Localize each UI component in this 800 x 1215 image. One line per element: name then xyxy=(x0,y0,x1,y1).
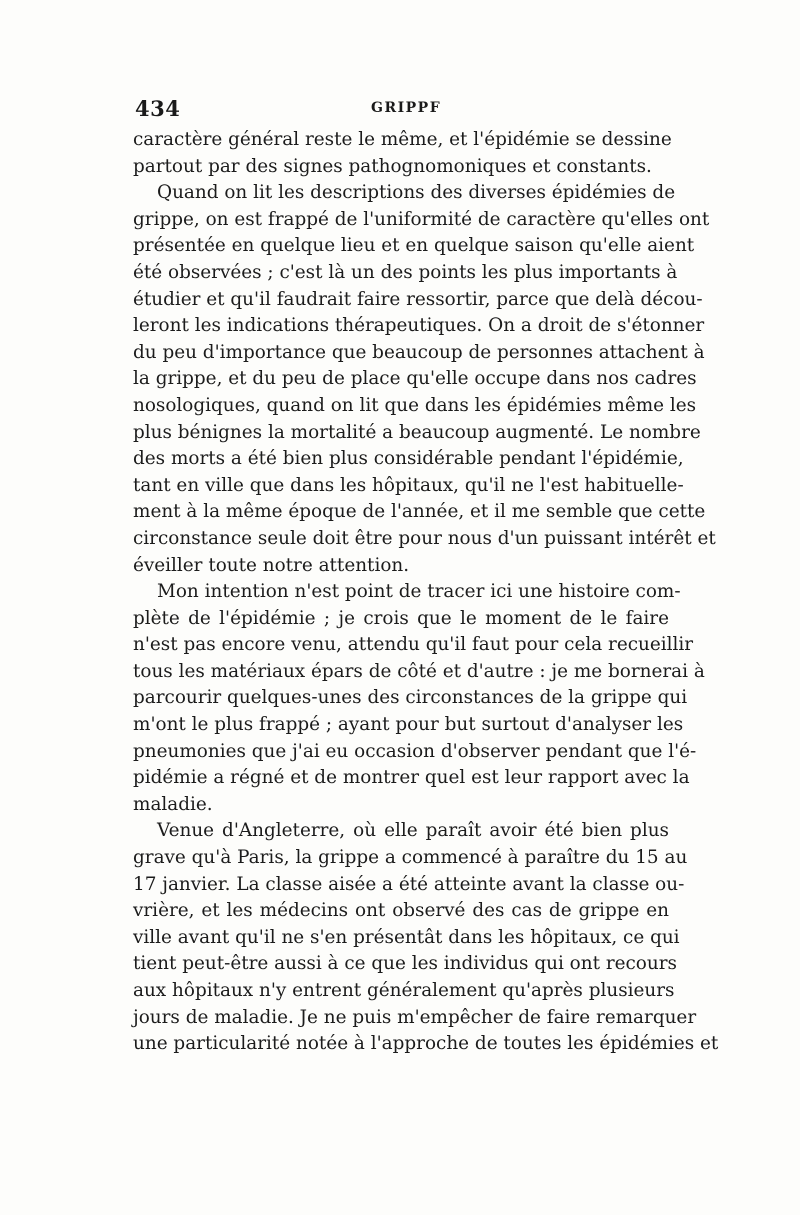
text-line: grave qu'à Paris, la grippe a commencé à paraître du 15 au xyxy=(133,847,688,869)
text-line: une particularité notée à l'approche de toutes les épidémies et xyxy=(133,1033,719,1055)
text-line: jours de maladie. Je ne puis m'empêcher de faire remarquer xyxy=(133,1006,697,1028)
text-line: partout par des signes pathognomoniques et constants. xyxy=(133,155,652,177)
page-number: 434 xyxy=(135,96,181,121)
text-line: vrière, et les médecins ont observé des cas de grippe en xyxy=(133,900,669,922)
text-line: circonstance seule doit être pour nous d'un puissant intérêt et xyxy=(133,527,716,549)
text-line: pidémie a régné et de montrer quel est leur rapport avec la xyxy=(133,767,690,789)
text-line: maladie. xyxy=(133,793,213,815)
text-line: aux hôpitaux n'y entrent généralement qu'après plusieurs xyxy=(133,980,675,1001)
paragraph-start-line: Quand on lit les descriptions des diverses épidémies de xyxy=(157,182,676,204)
text-line: m'ont le plus frappé ; ayant pour but surtout d'analyser les xyxy=(133,714,684,736)
running-header xyxy=(135,96,667,124)
text-line: nosologiques, quand on lit que dans les épidémies même les xyxy=(133,394,697,416)
text-line: caractère général reste le même, et l'épidémie se dessine xyxy=(133,129,672,150)
text-line: tant en ville que dans les hôpitaux, qu'il ne l'est habituelle- xyxy=(133,474,684,496)
running-title: GRIPPF xyxy=(371,100,442,116)
text-line: parcourir quelques-unes des circonstances de la grippe qui xyxy=(133,687,688,709)
text-line: tous les matériaux épars de côté et d'autre : je me bornerai à xyxy=(133,660,705,682)
text-line: plus bénignes la mortalité a beaucoup augmenté. Le nombre xyxy=(133,421,701,443)
text-line: pneumonies que j'ai eu occasion d'observer pendant que l'é- xyxy=(133,740,697,762)
body-text xyxy=(133,127,719,1058)
text-line: plète de l'épidémie ; je crois que le moment de le faire xyxy=(133,607,669,629)
text-line: étudier et qu'il faudrait faire ressortir, parce que delà décou- xyxy=(133,288,703,310)
text-line: présentée en quelque lieu et en quelque saison qu'elle aient xyxy=(133,235,695,257)
paragraph-start-line: Mon intention n'est point de tracer ici une histoire com- xyxy=(157,581,681,603)
text-line: n'est pas encore venu, attendu qu'il faut pour cela recueillir xyxy=(133,634,694,656)
text-line: été observées ; c'est là un des points les plus importants à xyxy=(133,261,678,283)
text-line: éveiller toute notre attention. xyxy=(133,554,410,576)
text-line: 17 janvier. La classe aisée a été atteinte avant la classe ou- xyxy=(133,873,685,895)
text-line: la grippe, et du peu de place qu'elle occupe dans nos cadres xyxy=(133,368,697,390)
paragraph-start-line: Venue d'Angleterre, où elle paraît avoir été bien plus xyxy=(157,820,669,842)
text-line: du peu d'importance que beaucoup de personnes attachent à xyxy=(133,341,705,363)
text-line: ville avant qu'il ne s'en présentât dans les hôpitaux, ce qui xyxy=(133,926,680,948)
text-line: grippe, on est frappé de l'uniformité de caractère qu'elles ont xyxy=(133,208,710,230)
text-line: ment à la même époque de l'année, et il me semble que cette xyxy=(133,501,706,523)
text-line: des morts a été bien plus considérable pendant l'épidémie, xyxy=(133,448,684,470)
text-line: leront les indications thérapeutiques. On a droit de s'étonner xyxy=(133,315,705,337)
text-line: tient peut-être aussi à ce que les individus qui ont recours xyxy=(133,953,677,975)
